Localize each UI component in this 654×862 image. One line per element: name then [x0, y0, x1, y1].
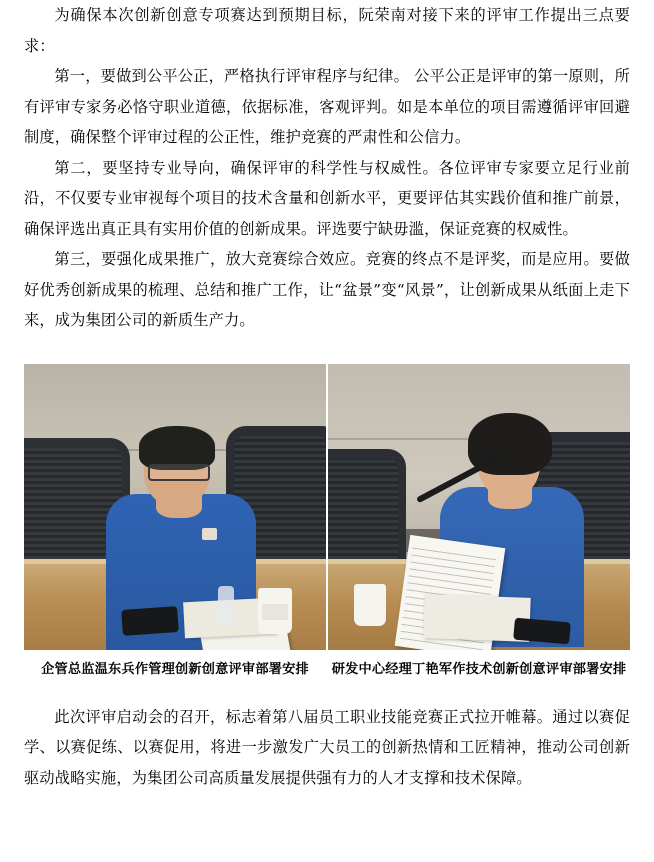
photo1-phone — [121, 606, 179, 636]
figure-right — [328, 364, 630, 680]
figure-left-caption: 企管总监温东兵作管理创新创意评审部署安排 — [41, 661, 309, 677]
photo2-paper-cup — [354, 584, 386, 626]
paragraph-intro: 为确保本次创新创意专项赛达到预期目标，阮荣南对接下来的评审工作提出三点要求： — [24, 6, 630, 55]
paragraph-point-two: 第二，要坚持专业导向，确保评审的科学性与权威性。各位评审专家要立足行业前沿，不仅要专业审视每个项目的技术含量和创新水平，更要评估其实践价值和推广前景，确保评选出真正具有实用价值的创新成果。评选要宁缺毋滥，保证竞赛的权威性。 — [24, 158, 630, 238]
photo1-bottle — [218, 586, 234, 626]
figure-right-caption: 研发中心经理丁艳军作技术创新创意评审部署安排 — [331, 661, 627, 677]
figure-left — [24, 364, 326, 680]
paragraph-point-one: 第一，要做到公平公正，严格执行评审程序与纪律。 公平公正是评审的第一原则，所有评审专家务必恪守职业道德，依据标准，客观评判。如是本单位的项目需遵循评审回避制度，确保整个评审过程的公正性，维护竞赛的严肃性和公信力。 — [24, 67, 630, 146]
figure-group — [24, 364, 630, 680]
photo1-glasses — [148, 464, 210, 481]
paragraph-closing: 此次评审启动会的召开，标志着第八届员工职业技能竞赛正式拉开帷幕。通过以赛促学、以赛促练、以赛促用，将进一步激发广大员工的创新热情和工匠精神，推动公司创新驱动战略实施，为集团公司高质量发展提供强有力的人才支撑和技术保障。 — [24, 707, 630, 787]
photo-management-review — [24, 364, 326, 650]
photo2-phone — [513, 617, 571, 644]
photo-technical-review — [328, 364, 630, 650]
photo1-paper-cup-band — [262, 604, 288, 620]
photo1-badge — [202, 528, 217, 540]
paragraph-point-three: 第三，要强化成果推广，放大竞赛综合效应。竞赛的终点不是评奖，而是应用。要做好优秀创新成果的梳理、总结和推广工作，让“盆景”变“风景”，让创新成果从纸面上走下来，成为集团公司的新质生产力。 — [24, 250, 630, 329]
